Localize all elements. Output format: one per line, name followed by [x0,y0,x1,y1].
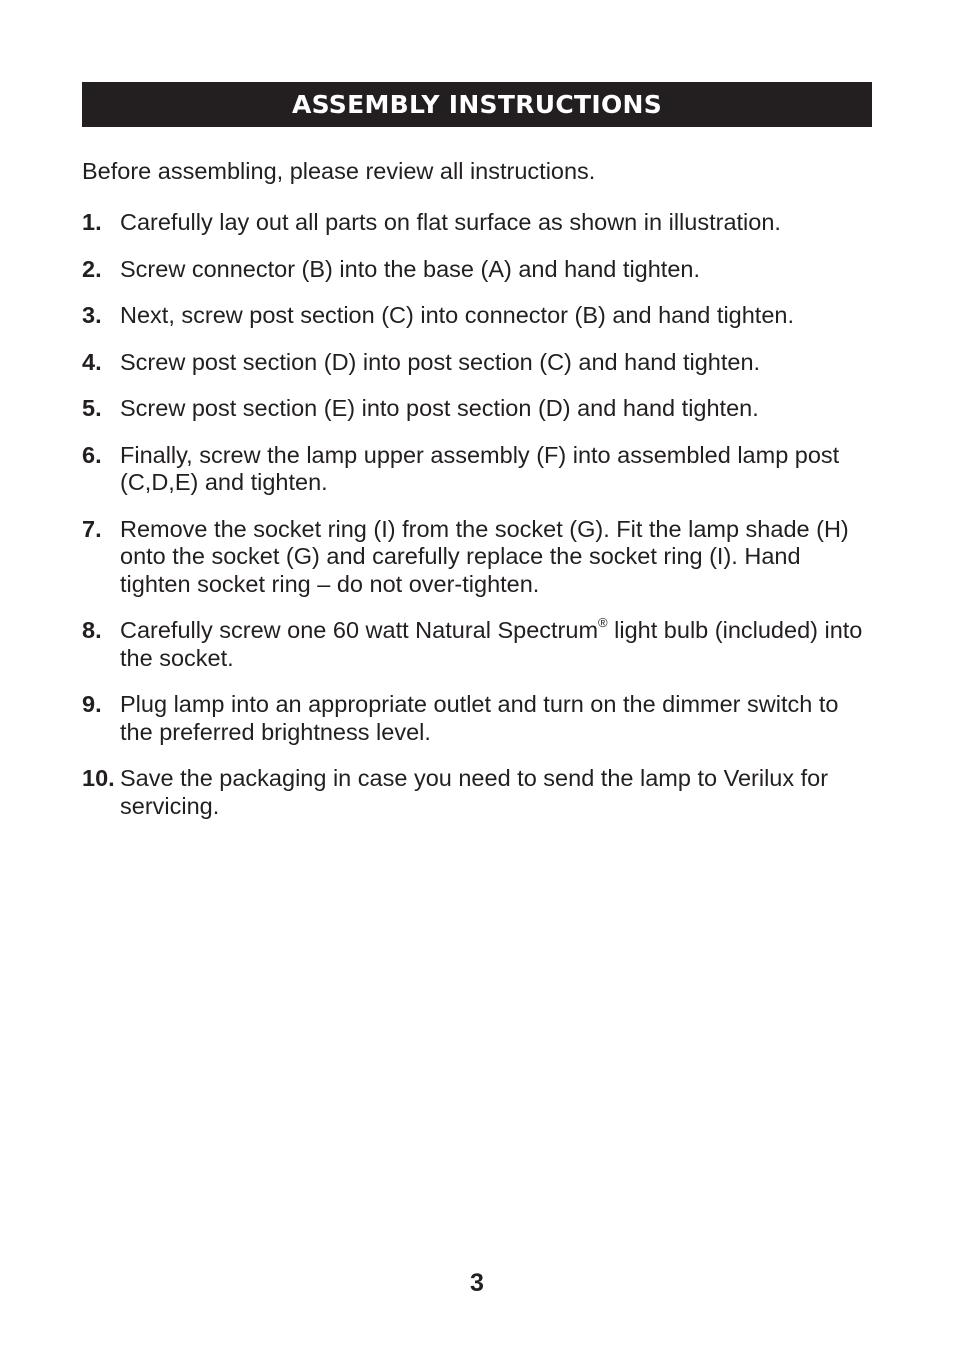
instruction-step-9 [82,691,872,746]
instruction-step-1 [82,209,872,237]
step-number: 6. [82,441,102,468]
step-text-part: Carefully screw one 60 watt Natural Spectrum [120,617,599,643]
step-number: 9. [82,691,102,717]
step-number: 2. [82,255,102,282]
instruction-step-7 [82,516,872,599]
instruction-step-3 [82,302,872,330]
instruction-step-10 [82,765,872,820]
step-number: 8. [82,617,102,643]
step-text [120,617,872,672]
step-text-part: light bulb (included) into the socket. [120,617,863,671]
step-number: 10. [82,765,115,791]
instruction-step-2 [82,256,872,284]
step-number: 4. [82,348,102,375]
step-number: 1. [82,209,102,235]
instruction-step-4 [82,349,872,377]
step-number: 7. [82,515,102,542]
section-title: ASSEMBLY INSTRUCTIONS [291,90,663,119]
step-text: Screw post section (E) into post section (D) and hand tighten. [120,395,759,421]
step-number: 5. [82,395,102,421]
instruction-step-5 [82,395,872,423]
step-text: Remove the socket ring (I) from the socket (G). Fit the lamp shade (H) onto the socket (G) and carefully replace the socket ring (I). Hand tighten socket ring – do not over-tighten. [120,515,849,597]
step-number: 3. [82,302,102,328]
step-text: Next, screw post section (C) into connector (B) and hand tighten. [120,302,794,328]
step-text: Plug lamp into an appropriate outlet and turn on the dimmer switch to the preferred brightness level. [120,691,839,745]
registered-trademark-mark: ® [598,615,608,631]
step-text: Screw connector (B) into the base (A) and hand tighten. [120,255,700,282]
instruction-step-6 [82,442,872,497]
step-text: Screw post section (D) into post section (C) and hand tighten. [120,348,761,375]
page-number: 3 [470,1269,484,1297]
step-text: Finally, screw the lamp upper assembly (F) into assembled lamp post (C,D,E) and tighten. [120,441,840,495]
section-header-bar [82,82,872,127]
step-text: Save the packaging in case you need to send the lamp to Verilux for servicing. [120,765,829,819]
step-text: Carefully lay out all parts on flat surface as shown in illustration. [120,209,781,235]
instruction-step-8 [82,617,872,672]
instruction-list [82,209,872,839]
intro-text: Before assembling, please review all instructions. [82,158,596,184]
